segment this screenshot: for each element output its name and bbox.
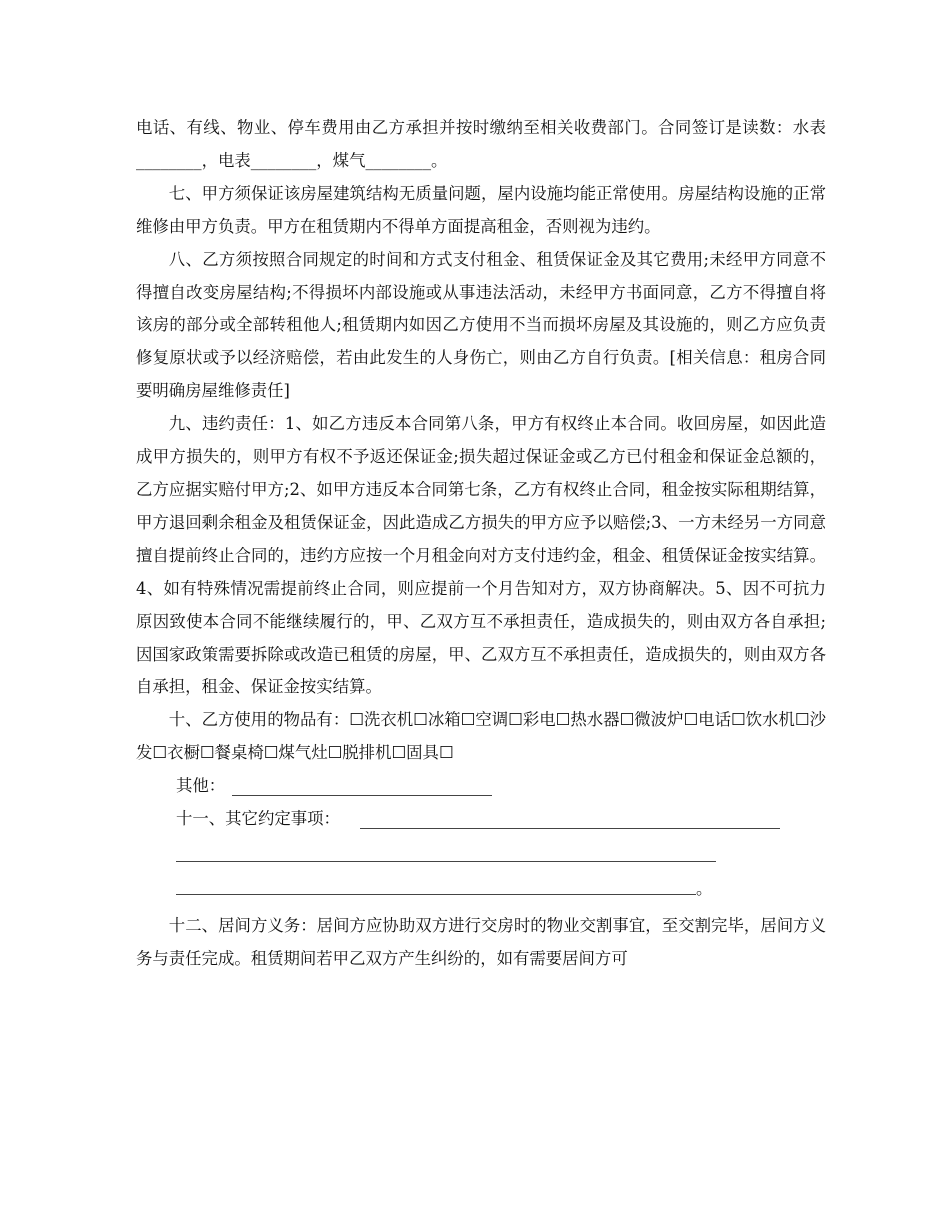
clause-10: 十、乙方使用的物品有：☐洗衣机☐冰箱☐空调☐彩电☐热水器☐微波炉☐电话☐饮水机☐沙发☐衣橱☐餐桌椅☐煤气灶☐脱排机☐固具☐ bbox=[136, 710, 826, 763]
other-blank-line bbox=[232, 795, 492, 796]
clause-8: 八、乙方须按照合同规定的时间和方式支付租金、租赁保证金及其它费用;未经甲方同意不得擅自改变房屋结构;不得损坏内部设施或从事违法活动，未经甲方书面同意，乙方不得擅自将该房的部分或全部转租他人;租赁期内如因乙方使用不当而损坏房屋及其设施的，则乙方应负责修复原状或予以经济赔偿，若由此发生的人身伤亡，则由乙方自行负责。[相关信息：租房合同要明确房屋维修责任] bbox=[136, 249, 826, 401]
clause-11-label: 十一、其它约定事项： bbox=[176, 809, 340, 829]
clause-11-blank-line-1 bbox=[360, 828, 780, 829]
clause-11-blank-line-3 bbox=[176, 894, 696, 895]
clause-11-end-mark: 。 bbox=[696, 878, 713, 898]
contract-document bbox=[136, 112, 826, 976]
clause-12: 十二、居间方义务：居间方应协助双方进行交房时的物业交割事宜，至交割完毕，居间方义务与责任完成。租赁期间若甲乙双方产生纠纷的，如有需要居间方可 bbox=[136, 915, 826, 968]
clause-11-blank-line-2 bbox=[176, 861, 716, 862]
clause-9: 九、违约责任：1、如乙方违反本合同第八条，甲方有权终止本合同。收回房屋，如因此造成甲方损失的，则甲方有权不予返还保证金;损失超过保证金或乙方已付租金和保证金总额的，乙方应据实赔付甲方;2、如甲方违反本合同第七条，乙方有权终止合同，租金按实际租期结算，甲方退回剩余租金及租赁保证金，因此造成乙方损失的甲方应予以赔偿;3、一方未经另一方同意擅自提前终止合同的，违约方应按一个月租金向对方支付违约金，租金、租赁保证金按实结算。4、如有特殊情况需提前终止合同，则应提前一个月告知对方，双方协商解决。5、因不可抗力原因致使本合同不能继续履行的，甲、乙双方互不承担责任，造成损失的，则由双方各自承担;因国家政策需要拆除或改造已租赁的房屋，甲、乙双方互不承担责任，造成损失的，则由双方各自承担，租金、保证金按实结算。 bbox=[136, 414, 826, 697]
clause-11-row-2 bbox=[136, 836, 826, 869]
clause-11-row-3 bbox=[136, 869, 826, 902]
clause-11-row bbox=[136, 803, 826, 836]
utilities-paragraph: 电话、有线、物业、停车费用由乙方承担并按时缴纳至相关收费部门。合同签订是读数：水表________，电表________，煤气________。 bbox=[136, 118, 826, 170]
clause-7: 七、甲方须保证该房屋建筑结构无质量问题，屋内设施均能正常使用。房屋结构设施的正常维修由甲方负责。甲方在租赁期内不得单方面提高租金，否则视为违约。 bbox=[136, 183, 826, 236]
other-label: 其他： bbox=[176, 776, 226, 796]
other-row bbox=[136, 770, 826, 803]
